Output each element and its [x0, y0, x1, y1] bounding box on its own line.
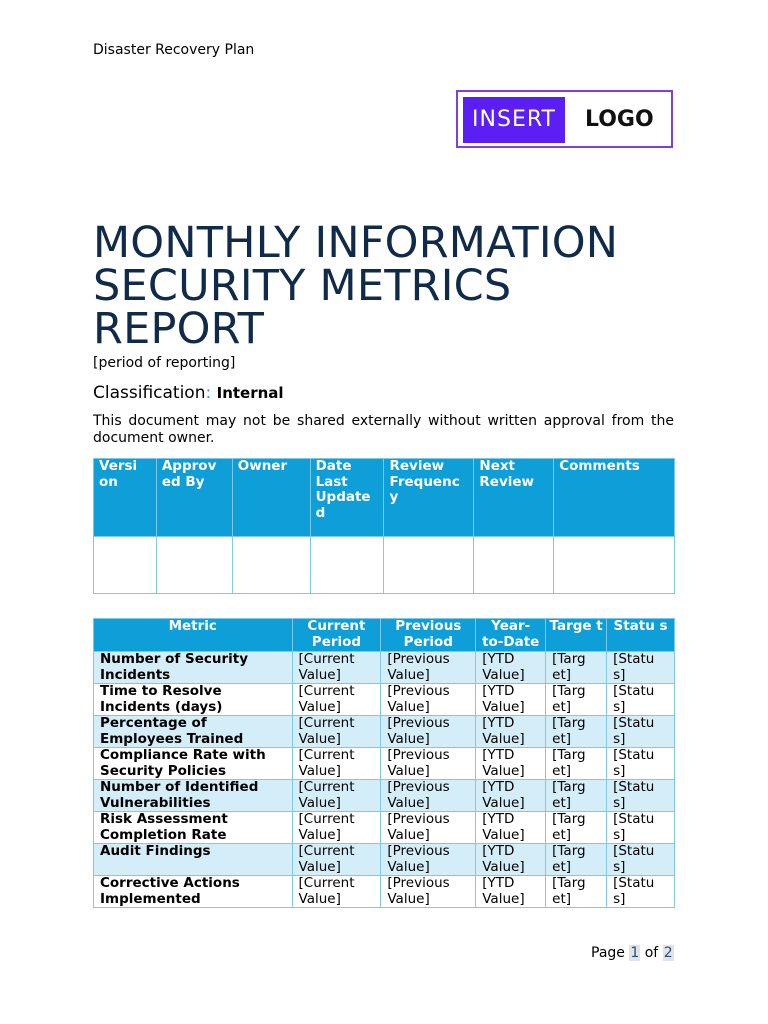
- metrics-col-header: Metric: [94, 619, 293, 652]
- metrics-col-header: Targe t: [546, 619, 607, 652]
- table-row: [94, 684, 675, 716]
- metric-value: [Previous Value]: [381, 844, 476, 876]
- metric-value: [Previous Value]: [381, 684, 476, 716]
- version-cell: [156, 537, 232, 594]
- metric-value: [Previous Value]: [381, 876, 476, 908]
- table-row: [94, 748, 675, 780]
- table-row: [94, 844, 675, 876]
- metric-name: Number of Security Incidents: [94, 652, 293, 684]
- page-number: [591, 945, 674, 961]
- version-col-header: Comments: [554, 459, 675, 537]
- metric-value: [YTD Value]: [476, 812, 546, 844]
- table-row: [94, 652, 675, 684]
- classification: [93, 383, 284, 403]
- metric-value: [Current Value]: [292, 812, 381, 844]
- metric-name: Number of Identified Vulnerabilities: [94, 780, 293, 812]
- metrics-table: [93, 618, 675, 908]
- version-cell: [94, 537, 157, 594]
- version-table-row: [94, 537, 675, 594]
- metric-value: [Statu s]: [607, 748, 675, 780]
- page-title: MONTHLY INFORMATION SECURITY METRICS REPORT: [93, 218, 619, 354]
- metric-value: [Previous Value]: [381, 716, 476, 748]
- metric-value: [Statu s]: [607, 812, 675, 844]
- classification-label: Classification: [93, 383, 206, 403]
- metric-value: [Current Value]: [292, 716, 381, 748]
- metric-value: [Statu s]: [607, 652, 675, 684]
- metric-value: [Previous Value]: [381, 652, 476, 684]
- current-page: 1: [630, 945, 640, 961]
- metric-value: [Previous Value]: [381, 812, 476, 844]
- metric-value: [Statu s]: [607, 780, 675, 812]
- table-row: [94, 780, 675, 812]
- metric-value: [Statu s]: [607, 844, 675, 876]
- version-cell: [310, 537, 384, 594]
- version-cell: [474, 537, 554, 594]
- total-pages: 2: [663, 945, 673, 961]
- metrics-col-header: Previous Period: [381, 619, 476, 652]
- logo-placeholder: [456, 90, 673, 148]
- version-col-header: Approv ed By: [156, 459, 232, 537]
- metric-value: [Targ et]: [546, 812, 607, 844]
- version-col-header: Next Review: [474, 459, 554, 537]
- metric-value: [Targ et]: [546, 716, 607, 748]
- metric-value: [Statu s]: [607, 876, 675, 908]
- version-col-header: Owner: [232, 459, 310, 537]
- metric-value: [Targ et]: [546, 780, 607, 812]
- reporting-period: [period of reporting]: [93, 355, 236, 371]
- metric-name: Risk Assessment Completion Rate: [94, 812, 293, 844]
- metric-value: [YTD Value]: [476, 684, 546, 716]
- table-row: [94, 716, 675, 748]
- sharing-notice: This document may not be shared externally without written approval from the document owner.: [93, 413, 674, 446]
- logo-text: LOGO: [585, 107, 654, 132]
- version-col-header: Versi on: [94, 459, 157, 537]
- metric-name: Percentage of Employees Trained: [94, 716, 293, 748]
- metric-name: Time to Resolve Incidents (days): [94, 684, 293, 716]
- logo-insert-text: INSERT: [463, 97, 565, 143]
- metric-value: [Targ et]: [546, 876, 607, 908]
- metric-name: Compliance Rate with Security Policies: [94, 748, 293, 780]
- metrics-col-header: Year- to-Date: [476, 619, 546, 652]
- metric-value: [YTD Value]: [476, 844, 546, 876]
- metric-value: [Targ et]: [546, 748, 607, 780]
- metric-value: [Current Value]: [292, 684, 381, 716]
- table-row: [94, 812, 675, 844]
- metric-value: [YTD Value]: [476, 780, 546, 812]
- metric-value: [YTD Value]: [476, 652, 546, 684]
- metric-value: [Statu s]: [607, 716, 675, 748]
- metrics-col-header: Statu s: [607, 619, 675, 652]
- metric-value: [Previous Value]: [381, 780, 476, 812]
- version-table-header: [94, 459, 675, 537]
- metric-value: [Current Value]: [292, 652, 381, 684]
- metrics-col-header: Current Period: [292, 619, 381, 652]
- metric-value: [Current Value]: [292, 876, 381, 908]
- metric-value: [Current Value]: [292, 844, 381, 876]
- metric-value: [Statu s]: [607, 684, 675, 716]
- document-header: Disaster Recovery Plan: [93, 42, 255, 58]
- version-col-header: Date Last Update d: [310, 459, 384, 537]
- metric-value: [Targ et]: [546, 652, 607, 684]
- metric-value: [Targ et]: [546, 684, 607, 716]
- metric-value: [YTD Value]: [476, 876, 546, 908]
- metric-name: Audit Findings: [94, 844, 293, 876]
- classification-colon: :: [205, 383, 212, 403]
- version-cell: [232, 537, 310, 594]
- metric-value: [YTD Value]: [476, 748, 546, 780]
- version-cell: [554, 537, 675, 594]
- version-cell: [384, 537, 474, 594]
- version-table: [93, 458, 675, 594]
- classification-value: Internal: [216, 384, 284, 402]
- page-label: Page: [591, 945, 625, 961]
- metric-value: [Previous Value]: [381, 748, 476, 780]
- metric-value: [YTD Value]: [476, 716, 546, 748]
- version-col-header: Review Frequenc y: [384, 459, 474, 537]
- table-row: [94, 876, 675, 908]
- metric-value: [Current Value]: [292, 748, 381, 780]
- metric-value: [Targ et]: [546, 844, 607, 876]
- metric-name: Corrective Actions Implemented: [94, 876, 293, 908]
- page-of: of: [644, 945, 659, 961]
- metric-value: [Current Value]: [292, 780, 381, 812]
- metrics-table-header: [94, 619, 675, 652]
